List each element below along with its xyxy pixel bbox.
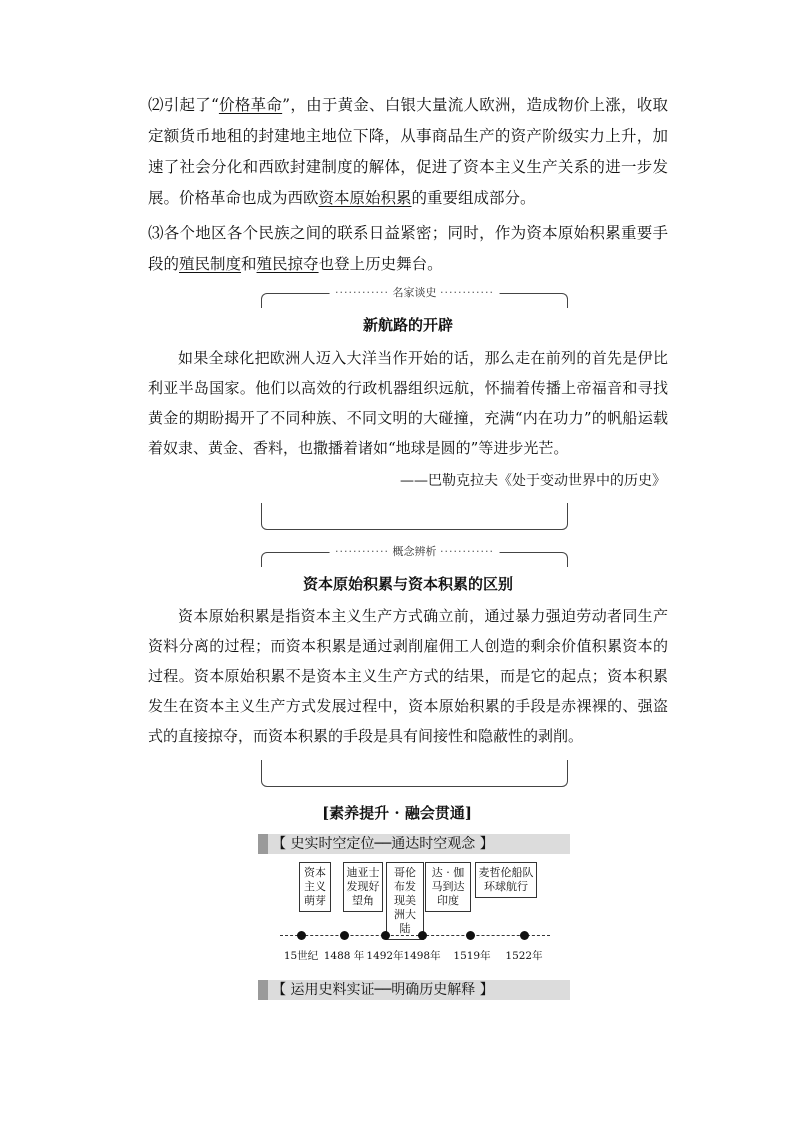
box-concept-title: 资本原始积累与资本积累的区别 bbox=[302, 575, 513, 593]
timeline-year-1: 15世纪 bbox=[283, 950, 319, 962]
timeline-year-3: 1492年 bbox=[366, 950, 404, 962]
timeline-event-2: 迪亚士发现好望角 bbox=[343, 862, 383, 912]
timeline-dot-4 bbox=[418, 931, 427, 940]
box-historian-citation: ——巴勒克拉夫《处于变动世界中的历史》 bbox=[400, 473, 666, 489]
box-historian-tab: ············ 名家谈史 ············ bbox=[329, 285, 500, 301]
para2-text2: 的重要组成部分。 bbox=[411, 189, 536, 207]
timeline-event-3: 哥伦布发现美洲大陆 bbox=[386, 862, 424, 940]
banner-evidence-text: 【 运用史料实证──明确历史解释 】 bbox=[272, 982, 494, 998]
timeline-dot-6 bbox=[520, 931, 529, 940]
box-historian-title: 新航路的开辟 bbox=[362, 316, 453, 334]
underlined-term-primitive-accumulation: 资本原始积累 bbox=[318, 189, 412, 207]
timeline-event-1: 资本主义萌芽 bbox=[299, 862, 331, 912]
underlined-term-price-revolution: 价格革命 bbox=[218, 96, 283, 114]
box-historian-body: 如果全球化把欧洲人迈入大洋当作开始的话，那么走在前列的首先是伊比利亚半岛国家。他们以高效的行政机器组织远航，怀揣着传播上帝福音和寻找黄金的期盼揭开了不同种族、不同文明的大碰撞，充满“内在功力”的帆船运载着奴隶、黄金、香料，也撒播着诸如“地球是圆的”等进步光芒。 bbox=[148, 349, 668, 457]
banner-bar-1 bbox=[258, 834, 268, 854]
para3-prefix: ⑶各个地区各个民族之间的联系日益紧密；同时，作为资本原始积累重要手段的 bbox=[148, 224, 668, 273]
para2-text1: ”，由于黄金、白银大量流人欧洲，造成物价上涨，收取定额货币地租的封建地主地位下降，从事商品生产的资产阶级实力上升，加速了社会分化和西欧封建制度的解体，促进了资本主义生产关系的进一步发展。价格革命也成为西欧 bbox=[148, 96, 668, 207]
paragraph-colonial-system bbox=[148, 218, 668, 280]
timeline-event-5: 麦哲伦船队环球航行 bbox=[475, 862, 537, 898]
timeline bbox=[280, 862, 550, 972]
banner-evidence bbox=[258, 980, 570, 1000]
banner-timeline bbox=[258, 834, 570, 854]
box-historian-frame-bottom bbox=[261, 503, 568, 530]
timeline-year-4: 1498年 bbox=[403, 950, 441, 962]
timeline-dot-3 bbox=[381, 931, 390, 940]
timeline-year-2: 1488 年 bbox=[323, 950, 365, 962]
box-concept-frame-top bbox=[261, 545, 568, 567]
para3-mid: 和 bbox=[241, 255, 257, 273]
underlined-term-colonial-plunder: 殖民掠夺 bbox=[256, 255, 319, 273]
timeline-axis bbox=[280, 935, 550, 936]
box-concept-tab: ············ 概念辨析 ············ bbox=[329, 544, 500, 560]
box-concept-frame-bottom bbox=[261, 760, 568, 787]
paragraph-price-revolution bbox=[148, 90, 668, 214]
box-concept-body: 资本原始积累是指资本主义生产方式确立前，通过暴力强迫劳动者同生产资料分离的过程；而资本积累是通过剥削雇佣工人创造的剩余价值积累资本的过程。资本原始积累不是资本主义生产方式的结果，而是它的起点；资本积累发生在资本主义生产方式发展过程中，资本原始积累的手段是赤裸裸的、强盗式的直接掠夺，而资本积累的手段是具有间接性和隐蔽性的剥削。 bbox=[148, 607, 668, 745]
timeline-year-6: 1522年 bbox=[505, 950, 543, 962]
timeline-event-4: 达 · 伽马到达印度 bbox=[425, 862, 471, 912]
timeline-dot-5 bbox=[466, 931, 475, 940]
underlined-term-colonial-system: 殖民制度 bbox=[179, 255, 242, 273]
section-heading: [素养提升 · 融会贯通] bbox=[322, 804, 472, 822]
banner-bar-2 bbox=[258, 980, 268, 1000]
timeline-dot-2 bbox=[340, 931, 349, 940]
para3-suffix: 也登上历史舞台。 bbox=[318, 255, 443, 273]
para2-prefix: ⑵引起了“ bbox=[148, 96, 219, 114]
timeline-year-5: 1519年 bbox=[453, 950, 491, 962]
banner-timeline-text: 【 史实时空定位──通达时空观念 】 bbox=[272, 836, 494, 852]
timeline-dot-1 bbox=[297, 931, 306, 940]
box-historian-frame-top bbox=[261, 286, 568, 308]
